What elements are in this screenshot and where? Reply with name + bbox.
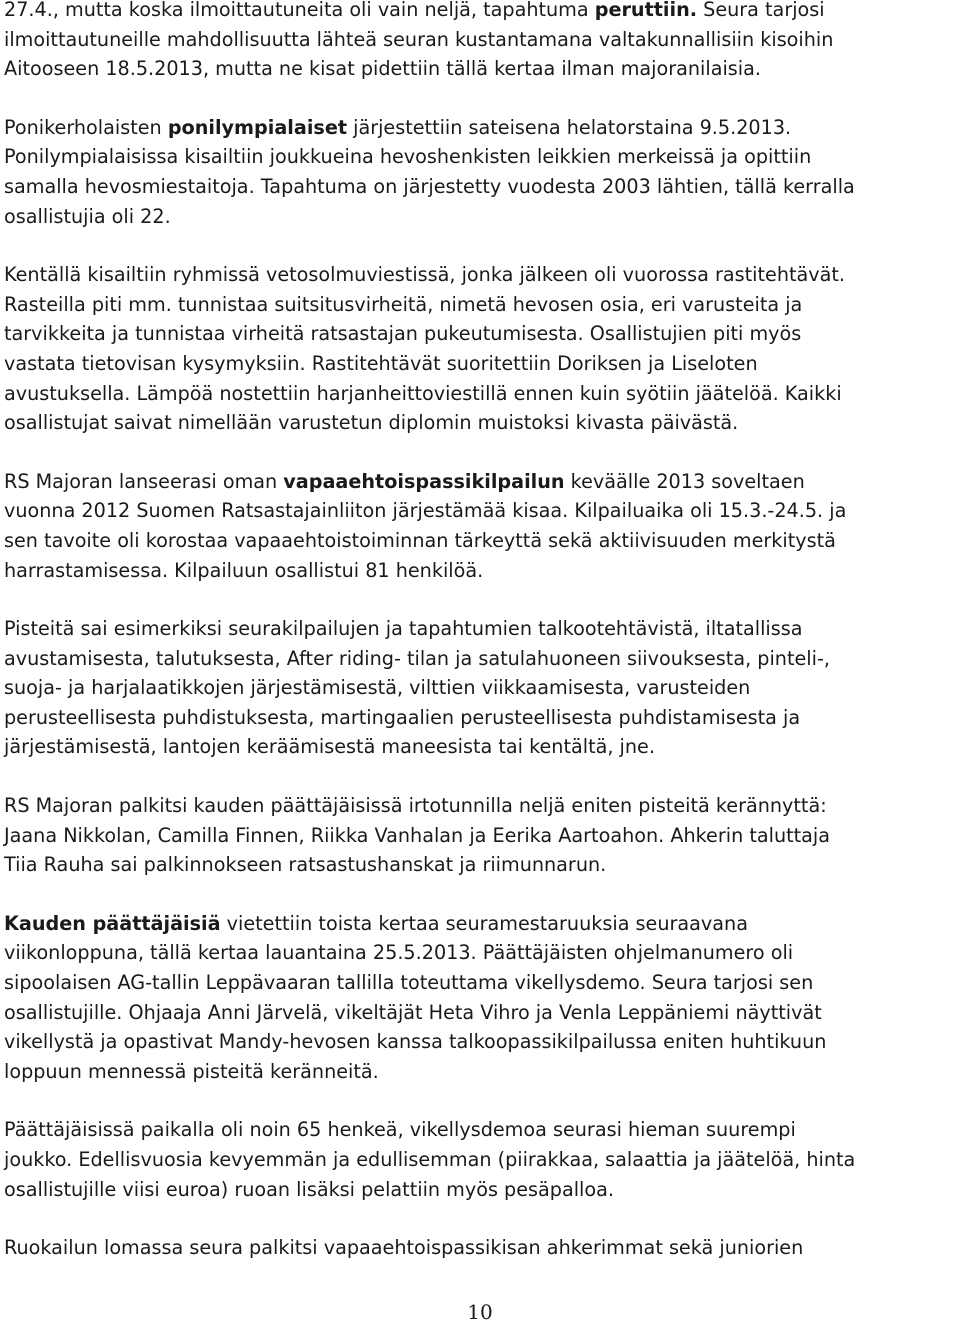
text-line xyxy=(4,1027,960,1057)
text-run: harrastamisessa. Kilpailuun osallistui 81 henkilöä. xyxy=(4,558,484,582)
text-run: loppuun mennessä pisteitä keränneitä. xyxy=(4,1059,379,1083)
paragraph xyxy=(4,0,960,84)
text-run: keväälle 2013 soveltaen xyxy=(564,469,805,493)
paragraph xyxy=(4,467,960,585)
text-line xyxy=(4,54,960,84)
text-line xyxy=(4,673,960,703)
text-run: RS Majoran palkitsi kauden päättäjäisissä irtotunnilla neljä eniten pisteitä kerännyttä: xyxy=(4,794,827,818)
text-line xyxy=(4,113,960,143)
text-line xyxy=(4,614,960,644)
document-page xyxy=(4,0,960,1292)
text-line xyxy=(4,290,960,320)
text-line xyxy=(4,1233,960,1263)
text-run: järjestämisestä, lantojen keräämisestä maneesista tai kentältä, jne. xyxy=(4,735,655,759)
text-run: Jaana Nikkolan, Camilla Finnen, Riikka Vanhalan ja Eerika Aartoahon. Ahkerin taluttaja xyxy=(4,823,830,847)
text-line xyxy=(4,850,960,880)
text-run: Pisteitä sai esimerkiksi seurakilpailujen ja tapahtumien talkootehtävistä, iltatallissa xyxy=(4,617,803,641)
text-run: Seura tarjosi xyxy=(697,0,825,21)
text-line xyxy=(4,379,960,409)
text-run: järjestettiin sateisena helatorstaina 9.5.2013. xyxy=(347,115,792,139)
text-run: sipoolaisen AG-tallin Leppävaaran tallilla toteuttama vikellysdemo. Seura tarjosi sen xyxy=(4,971,814,995)
text-run: 27.4., mutta koska ilmoittautuneita oli vain neljä, tapahtuma xyxy=(4,0,595,21)
text-run: viikonloppuna, tällä kertaa lauantaina 25.5.2013. Päättäjäisten ohjelmanumero oli xyxy=(4,941,794,965)
paragraph xyxy=(4,260,960,438)
text-run: osallistujille. Ohjaaja Anni Järvelä, vikeltäjät Heta Vihro ja Venla Leppäniemi näyttivät xyxy=(4,1000,822,1024)
bold-text: vapaaehtoispassikilpailun xyxy=(283,469,565,493)
text-line xyxy=(4,1145,960,1175)
text-line xyxy=(4,938,960,968)
text-line xyxy=(4,496,960,526)
text-run: avustamisesta, talutuksesta, After riding- tilan ja satulahuoneen siivouksesta, pinteli-, xyxy=(4,646,830,670)
text-run: vastata tietovisan kysymyksiin. Rastitehtävät suoritettiin Doriksen ja Liseloten xyxy=(4,351,758,375)
text-line xyxy=(4,732,960,762)
text-run: Ponikerholaisten xyxy=(4,115,168,139)
text-line xyxy=(4,909,960,939)
text-run: perusteellisesta puhdistuksesta, martingaalien perusteellisesta puhdistamisesta ja xyxy=(4,705,801,729)
document-body xyxy=(4,0,960,1263)
text-line xyxy=(4,467,960,497)
paragraph xyxy=(4,1115,960,1204)
text-line xyxy=(4,998,960,1028)
text-line xyxy=(4,202,960,232)
text-run: Päättäjäisissä paikalla oli noin 65 henkeä, vikellysdemoa seurasi hieman suurempi xyxy=(4,1118,796,1142)
paragraph xyxy=(4,791,960,880)
text-run: Ruokailun lomassa seura palkitsi vapaaehtoispassikisan ahkerimmat sekä juniorien xyxy=(4,1236,804,1260)
text-run: Ponilympialaisissa kisailtiin joukkueina hevoshenkisten leikkien merkeissä ja opittiin xyxy=(4,145,812,169)
text-run: avustuksella. Lämpöä nostettiin harjanheittoviestillä ennen kuin syötiin jäätelöä. Kaikki xyxy=(4,381,842,405)
text-run: joukko. Edellisvuosia kevyemmän ja edullisemman (piirakkaa, salaattia ja jäätelöä, hinta xyxy=(4,1148,856,1171)
text-run: vietettiin toista kertaa seuramestaruuksia seuraavana xyxy=(220,911,748,935)
text-line xyxy=(4,142,960,172)
paragraph xyxy=(4,113,960,231)
text-line xyxy=(4,408,960,438)
text-run: RS Majoran lanseerasi oman xyxy=(4,469,284,493)
page-number: 10 xyxy=(467,1300,493,1324)
text-line xyxy=(4,1115,960,1145)
bold-text: peruttiin. xyxy=(594,0,698,21)
text-run: samalla hevosmiestaitoja. Tapahtuma on järjestetty vuodesta 2003 lähtien, tällä kerralla xyxy=(4,174,855,198)
text-run: osallistujia oli 22. xyxy=(4,204,171,228)
text-run: vuonna 2012 Suomen Ratsastajainliiton järjestämää kisaa. Kilpailuaika oli 15.3.-24.5. ja xyxy=(4,499,847,523)
text-line xyxy=(4,703,960,733)
bold-text: ponilympialaiset xyxy=(167,115,348,139)
text-run: tarvikkeita ja tunnistaa virheitä ratsastajan pukeutumisesta. Osallistujien piti myös xyxy=(4,322,802,346)
text-line xyxy=(4,25,960,55)
text-line xyxy=(4,526,960,556)
text-run: sen tavoite oli korostaa vapaaehtoistoiminnan tärkeyttä sekä aktiivisuuden merkitystä xyxy=(4,528,836,552)
paragraph xyxy=(4,614,960,762)
text-line xyxy=(4,172,960,202)
text-line xyxy=(4,821,960,851)
text-run: ilmoittautuneille mahdollisuutta lähteä seuran kustantamana valtakunnallisiin kisoihin xyxy=(4,27,834,51)
text-line xyxy=(4,349,960,379)
text-line xyxy=(4,644,960,674)
text-run: Rasteilla piti mm. tunnistaa suitsitusvirheitä, nimetä hevosen osia, eri varusteita ja xyxy=(4,292,803,316)
text-run: suoja- ja harjalaatikkojen järjestämisestä, vilttien viikkaamisesta, varusteiden xyxy=(4,676,751,700)
text-line xyxy=(4,556,960,586)
paragraph xyxy=(4,1233,960,1263)
text-line xyxy=(4,1175,960,1205)
text-run: osallistujat saivat nimellään varustetun diplomin muistoksi kivasta päivästä. xyxy=(4,411,739,435)
text-run: vikellystä ja opastivat Mandy-hevosen kanssa talkoopassikilpailussa eniten huhtikuun xyxy=(4,1030,827,1054)
text-run: Kentällä kisailtiin ryhmissä vetosolmuviestissä, jonka jälkeen oli vuorossa rastitehtävät. xyxy=(4,263,845,287)
text-line xyxy=(4,791,960,821)
text-line xyxy=(4,0,960,25)
text-line xyxy=(4,319,960,349)
bold-text: Kauden päättäjäisiä xyxy=(4,911,221,935)
text-run: Aitooseen 18.5.2013, mutta ne kisat pidettiin tällä kertaa ilman majoranilaisia. xyxy=(4,57,761,81)
paragraph xyxy=(4,909,960,1087)
text-line xyxy=(4,260,960,290)
text-line xyxy=(4,1057,960,1087)
text-line xyxy=(4,968,960,998)
text-run: Tiia Rauha sai palkinnokseen ratsastushanskat ja riimunnarun. xyxy=(4,853,607,877)
text-run: osallistujille viisi euroa) ruoan lisäksi pelattiin myös pesäpalloa. xyxy=(4,1177,614,1201)
